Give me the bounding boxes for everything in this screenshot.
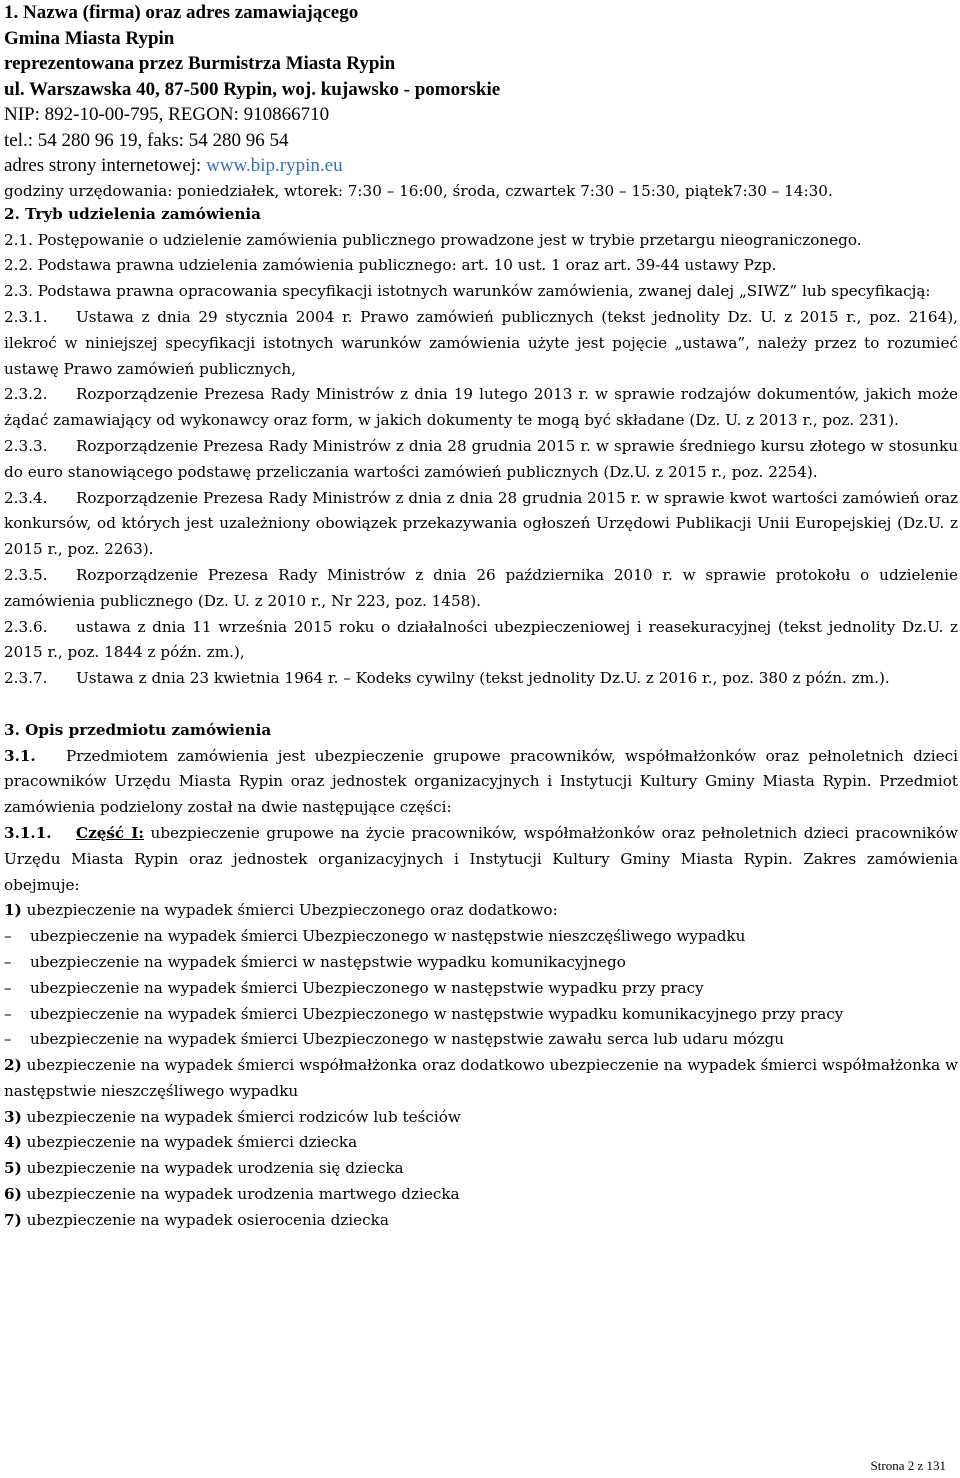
item-number: 2.3.1. <box>4 307 48 326</box>
dash-marker: – <box>4 1030 12 1049</box>
dash-item <box>4 1027 958 1053</box>
dash-marker: – <box>4 978 12 997</box>
paragraph-2-2: 2.2. Podstawa prawna udzielenia zamówienia publicznego: art. 10 ust. 1 oraz art. 39-44 ustawy Pzp. <box>4 256 777 275</box>
authority-website <box>4 153 954 179</box>
authority-phone-fax: tel.: 54 280 96 19, faks: 54 280 96 54 <box>4 129 289 151</box>
item-text: Rozporządzenie Prezesa Rady Ministrów z dnia 28 grudnia 2015 r. w sprawie średniego kursu złotego w stosunku do euro stanowiącego podstawę przeliczania wartości zamówień publicznych (Dz.U. z 2015 r., poz. 2254). <box>4 436 958 481</box>
dash-item <box>4 976 958 1002</box>
item-text: Rozporządzenie Prezesa Rady Ministrów z dnia z dnia 28 grudnia 2015 r. w sprawie kwot wartości zamówień oraz konkursów, od których jest uzależniony obowiązek przekazywania ogłoszeń Urzędowi Publikacji Unii Europejskiej (Dz.U. z 2015 r., poz. 2263). <box>4 488 958 559</box>
scope-item-7 <box>4 1208 958 1234</box>
scope-number: 4) <box>4 1133 22 1152</box>
paragraph-2-3-2 <box>4 382 958 434</box>
page-number: Strona 2 z 131 <box>870 1458 946 1473</box>
dash-text: ubezpieczenie na wypadek śmierci w następstwie wypadku komunikacyjnego <box>30 952 626 971</box>
scope-item-4 <box>4 1130 958 1156</box>
authority-nip-regon: NIP: 892-10-00-795, REGON: 910866710 <box>4 104 330 125</box>
item-number: 3.1.1. <box>4 823 52 842</box>
scope-item-6 <box>4 1182 958 1208</box>
paragraph-2-1: 2.1. Postępowanie o udzielenie zamówienia publicznego prowadzone jest w trybie przetargu nieograniczonego. <box>4 230 862 249</box>
paragraph-2-3-3 <box>4 434 958 486</box>
scope-number: 2) <box>4 1056 22 1075</box>
paragraph-3-1 <box>4 744 958 821</box>
paragraph-3-1-1 <box>4 821 958 898</box>
paragraph-2-3: 2.3. Podstawa prawna opracowania specyfikacji istotnych warunków zamówienia, zwanej dalej „SIWZ” lub specyfikacją: <box>4 282 931 301</box>
dash-item <box>4 1002 958 1028</box>
scope-number: 3) <box>4 1107 22 1126</box>
authority-address: ul. Warszawska 40, 87-500 Rypin, woj. kujawsko - pomorskie <box>4 78 501 100</box>
dash-text: ubezpieczenie na wypadek śmierci Ubezpieczonego w następstwie wypadku przy pracy <box>30 978 704 997</box>
scope-item-2 <box>4 1053 958 1105</box>
authority-name: Gmina Miasta Rypin <box>4 27 175 49</box>
paragraph-2-3-4 <box>4 486 958 563</box>
item-number: 2.3.7. <box>4 669 48 688</box>
dash-marker: – <box>4 952 12 971</box>
dash-item <box>4 924 958 950</box>
item-text: Ustawa z dnia 29 stycznia 2004 r. Prawo zamówień publicznych (tekst jednolity Dz. U. z 2015 r., poz. 2164), ilekroć w niniejszej specyfikacji istotnych warunków zamówienia użyte jest pojęcie „ustawa”, należy przez to rozumieć ustawę Prawo zamówień publicznych, <box>4 307 958 378</box>
scope-text: ubezpieczenie na wypadek urodzenia martwego dziecka <box>21 1185 460 1204</box>
item-text: ustawa z dnia 11 września 2015 roku o działalności ubezpieczeniowej i reasekuracyjnej (tekst jednolity Dz.U. z 2015 r., poz. 1844 z późn. zm.), <box>4 617 958 662</box>
scope-text: ubezpieczenie na wypadek śmierci współmałżonka oraz dodatkowo ubezpieczenie na wypadek śmierci współmałżonka w następstwie nieszczęśliwego wypadku <box>4 1056 958 1100</box>
scope-number: 1) <box>4 901 22 920</box>
dash-item <box>4 950 958 976</box>
scope-text: ubezpieczenie na wypadek osierocenia dziecka <box>21 1210 389 1229</box>
item-number: 2.3.2. <box>4 385 48 404</box>
website-link[interactable]: www.bip.rypin.eu <box>206 155 343 176</box>
item-number: 2.3.6. <box>4 617 48 636</box>
scope-number: 5) <box>4 1159 22 1178</box>
scope-number: 7) <box>4 1210 22 1229</box>
scope-text: ubezpieczenie na wypadek śmierci dziecka <box>21 1133 358 1152</box>
scope-text: ubezpieczenie na wypadek śmierci rodziców lub teściów <box>21 1107 461 1126</box>
website-label: adres strony internetowej: <box>4 155 207 176</box>
item-text: Przedmiotem zamówienia jest ubezpieczenie grupowe pracowników, współmałżonków oraz pełnoletnich dzieci pracowników Urzędu Miasta Rypin oraz jednostek organizacyjnych i Instytucji Kultury Gminy Miasta Rypin. Przedmiot zamówienia podzielony został na dwie następujące części: <box>4 746 958 817</box>
item-text: Ustawa z dnia 23 kwietnia 1964 r. – Kodeks cywilny (tekst jednolity Dz.U. z 2016 r., poz. 380 z późn. zm.). <box>76 669 890 688</box>
section-1-contracting-authority <box>4 0 954 204</box>
section-1-title: 1. Nazwa (firma) oraz adres zamawiającego <box>4 2 359 23</box>
item-number: 3.1. <box>4 746 36 765</box>
section-2-heading: 2. Tryb udzielenia zamówienia <box>4 204 261 223</box>
item-text: Rozporządzenie Prezesa Rady Ministrów z dnia 26 października 2010 r. w sprawie protokołu o udzielenie zamówienia publicznego (Dz. U. z 2010 r., Nr 223, poz. 1458). <box>4 565 958 610</box>
item-number: 2.3.5. <box>4 565 48 584</box>
authority-representative: reprezentowana przez Burmistrza Miasta Rypin <box>4 53 396 74</box>
scope-text: ubezpieczenie na wypadek urodzenia się dziecka <box>21 1159 404 1178</box>
item-number: 2.3.3. <box>4 436 48 455</box>
dash-text: ubezpieczenie na wypadek śmierci Ubezpieczonego w następstwie nieszczęśliwego wypadku <box>30 927 746 946</box>
part-label: Część I: <box>76 823 144 842</box>
item-number: 2.3.4. <box>4 488 48 507</box>
dash-text: ubezpieczenie na wypadek śmierci Ubezpieczonego w następstwie zawału serca lub udaru mózgu <box>30 1030 785 1049</box>
spacer <box>4 176 958 202</box>
dash-marker: – <box>4 1004 12 1023</box>
document-body <box>4 176 958 1234</box>
item-text: ubezpieczenie grupowe na życie pracowników, współmałżonków oraz pełnoletnich dzieci pracowników Urzędu Miasta Rypin oraz jednostek organizacyjnych i Instytucji Kultury Gminy Miasta Rypin. Zakres zamówienia obejmuje: <box>4 823 958 894</box>
scope-item-5 <box>4 1156 958 1182</box>
dash-marker: – <box>4 927 12 946</box>
paragraph-2-3-6 <box>4 615 958 667</box>
dash-text: ubezpieczenie na wypadek śmierci Ubezpieczonego w następstwie wypadku komunikacyjnego przy pracy <box>30 1004 844 1023</box>
scope-text: ubezpieczenie na wypadek śmierci Ubezpieczonego oraz dodatkowo: <box>21 901 558 920</box>
office-hours: godziny urzędowania: poniedziałek, wtorek: 7:30 – 16:00, środa, czwartek 7:30 – 15:30, piątek7:30 – 14:30. <box>4 181 833 200</box>
scope-item-3 <box>4 1105 958 1131</box>
scope-number: 6) <box>4 1185 22 1204</box>
paragraph-2-3-1 <box>4 305 958 382</box>
item-text: Rozporządzenie Prezesa Rady Ministrów z dnia 19 lutego 2013 r. w sprawie rodzajów dokumentów, jakich może żądać zamawiający od wykonawcy oraz form, w jakich dokumenty te mogą być składane (Dz. U. z 2013 r., poz. 231). <box>4 385 958 430</box>
section-3-heading: 3. Opis przedmiotu zamówienia <box>4 720 272 739</box>
scope-item-1 <box>4 898 958 924</box>
paragraph-2-3-5 <box>4 563 958 615</box>
spacer <box>4 692 958 718</box>
paragraph-2-3-7 <box>4 666 958 692</box>
